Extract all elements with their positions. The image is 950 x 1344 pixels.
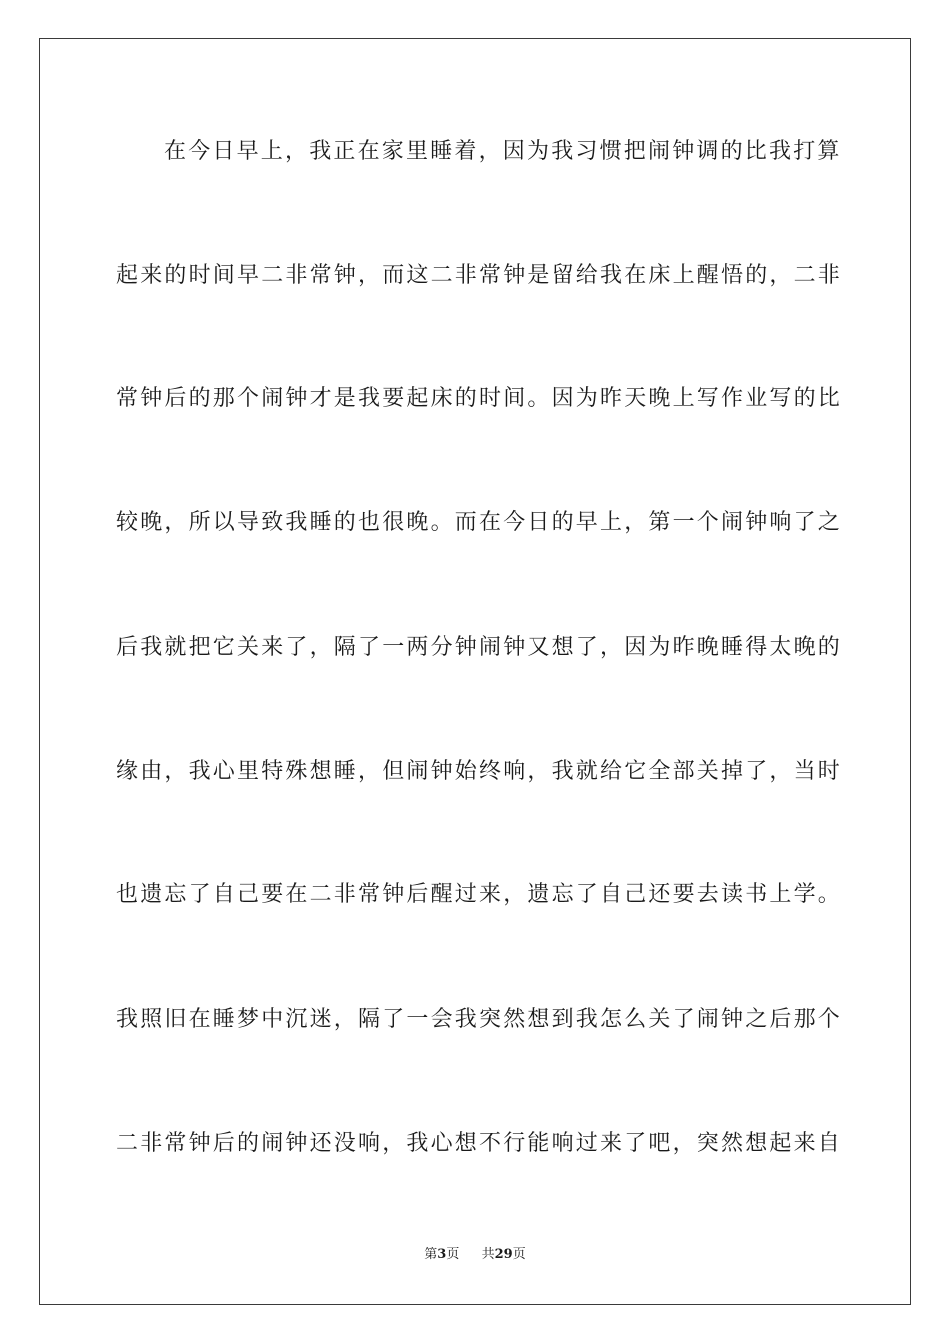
text-line: 后我就把它关来了，隔了一两分钟闹钟又想了，因为昨晚睡得太晚的 [116,635,843,660]
text-line: 缘由，我心里特殊想睡，但闹钟始终响，我就给它全部关掉了，当时 [116,759,843,784]
total-suffix: 页 [512,1247,526,1262]
text-line: 较晚，所以导致我睡的也很晚。而在今日的早上，第一个闹钟响了之 [116,510,843,535]
total-pages-label [482,1247,526,1262]
text-line: 我照旧在睡梦中沉迷，隔了一会我突然想到我怎么关了闹钟之后那个 [116,1007,843,1032]
text-line: 起来的时间早二非常钟，而这二非常钟是留给我在床上醒悟的，二非 [116,263,843,288]
page-border [39,38,911,1305]
page-number-label [424,1247,463,1262]
text-line: 在今日早上，我正在家里睡着，因为我习惯把闹钟调的比我打算 [164,139,842,164]
total-pages-number: 29 [494,1247,513,1262]
text-line: 二非常钟后的闹钟还没响，我心想不行能响过来了吧，突然想起来自 [116,1131,843,1156]
page-prefix: 第 [424,1247,438,1262]
current-page-number: 3 [437,1247,447,1262]
text-line: 常钟后的那个闹钟才是我要起床的时间。因为昨天晚上写作业写的比 [116,386,843,411]
page-suffix: 页 [446,1247,460,1262]
text-line: 也遗忘了自己要在二非常钟后醒过来，遗忘了自己还要去读书上学。 [116,882,843,907]
page-footer [0,1246,950,1264]
total-prefix: 共 [481,1247,495,1262]
